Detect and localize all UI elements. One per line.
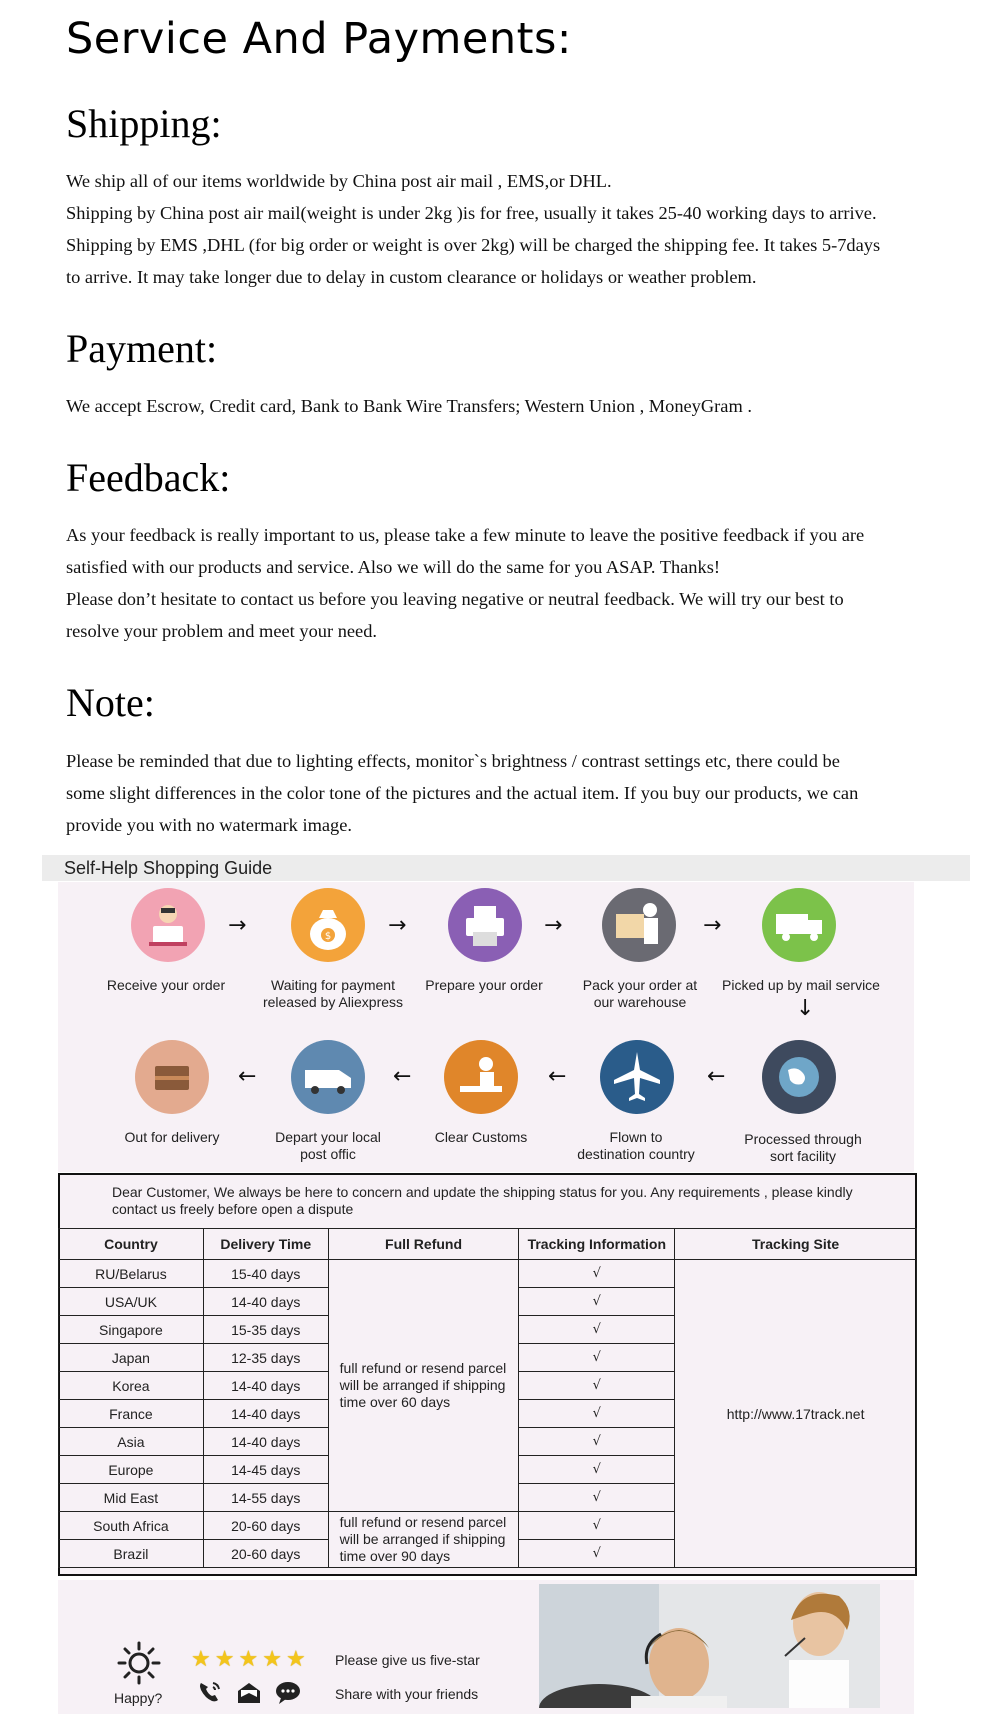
step-label: Processed through sort facility: [744, 1131, 862, 1164]
step-label: Pack your order at our warehouse: [582, 977, 698, 1010]
step-label: Flown to destination country: [577, 1129, 695, 1162]
feedback-text: As your feedback is really important to us, please take a few minute to leave the positive feedback if you are satisfied with our products and service. Also we will do the same for you ASAP. Thanks! Please don’t hesitate to contact us before you leaving negative or neutral feedback. We will try our best to resolve your problem and meet your need.: [66, 525, 865, 641]
star-icon: ★: [262, 1647, 282, 1672]
cashier-icon: [131, 888, 205, 962]
tracking-check: √: [519, 1344, 675, 1372]
customs-officer-icon: [444, 1040, 518, 1114]
note-heading: Note:: [66, 680, 155, 725]
country-cell: South Africa: [59, 1512, 204, 1540]
column-header: Country: [59, 1229, 204, 1260]
step-label: Out for delivery: [124, 1129, 220, 1145]
note-text: Please be reminded that due to lighting effects, monitor`s brightness / contrast settings etc, there could be some slight differences in the color tone of the pictures and the actual item. If you buy our products, we can provide you with no watermark image.: [66, 751, 859, 835]
truck-icon: [762, 888, 836, 962]
chat-icon[interactable]: [273, 1679, 303, 1710]
page-title: Service And Payments:: [66, 14, 572, 64]
globe-icon: [762, 1040, 836, 1114]
package-icon: [602, 888, 676, 962]
phone-icon[interactable]: [196, 1679, 224, 1710]
country-cell: Japan: [59, 1344, 204, 1372]
star-icon: ★: [214, 1647, 235, 1672]
arrow-down-icon: ↓: [796, 996, 815, 1021]
feedback-heading: Feedback:: [66, 455, 231, 500]
table-header-row: [59, 1229, 917, 1260]
five-star-rating[interactable]: [191, 1647, 306, 1672]
happy-label: Happy?: [114, 1690, 163, 1706]
tracking-check: √: [519, 1540, 675, 1568]
tracking-check: √: [519, 1288, 675, 1316]
delivery-time-cell: 14-40 days: [203, 1400, 328, 1428]
tracking-check: √: [519, 1400, 675, 1428]
svg-text:$: $: [324, 931, 332, 942]
tracking-check: √: [519, 1260, 675, 1288]
country-cell: Korea: [59, 1372, 204, 1400]
guide-title: Self-Help Shopping Guide: [64, 858, 273, 878]
delivery-time-cell: 14-45 days: [203, 1456, 328, 1484]
arrow-right-icon: →: [388, 913, 407, 938]
sun-icon: [116, 1640, 162, 1691]
delivery-time-cell: 14-40 days: [203, 1372, 328, 1400]
mail-icon[interactable]: [235, 1680, 263, 1711]
step-label: Depart your local post offic: [275, 1129, 381, 1162]
column-header: Full Refund: [328, 1229, 519, 1260]
van-icon: [291, 1040, 365, 1114]
tracking-check: √: [519, 1316, 675, 1344]
delivery-time-cell: 14-40 days: [203, 1428, 328, 1456]
star-icon: ★: [191, 1647, 211, 1672]
customer-notice: Dear Customer, We always be here to concern and update the shipping status for you. Any requirements , please kindly contact us freely before open a dispute: [112, 1184, 853, 1217]
arrow-left-icon: ←: [238, 1064, 257, 1089]
step-label: Picked up by mail service: [722, 977, 880, 993]
five-star-prompt: Please give us five-star: [335, 1652, 480, 1668]
delivery-time-cell: 15-40 days: [203, 1260, 328, 1288]
star-icon: ★: [238, 1647, 259, 1672]
parcel-icon: [135, 1040, 209, 1114]
refund-cell: full refund or resend parcel will be arranged if shipping time over 90 days: [328, 1512, 519, 1568]
payment-text: We accept Escrow, Credit card, Bank to Bank Wire Transfers; Western Union , MoneyGram .: [66, 396, 752, 416]
tracking-check: √: [519, 1484, 675, 1512]
money-bag-icon: [291, 888, 365, 962]
arrow-left-icon: ←: [707, 1064, 726, 1089]
country-cell: France: [59, 1400, 204, 1428]
column-header: Tracking Information: [519, 1229, 675, 1260]
airplane-icon: [600, 1040, 674, 1114]
tracking-check: √: [519, 1428, 675, 1456]
share-prompt: Share with your friends: [335, 1686, 479, 1702]
step-label: Waiting for payment released by Aliexpress: [262, 977, 404, 1010]
arrow-left-icon: ←: [393, 1064, 412, 1089]
printer-icon: [448, 888, 522, 962]
shipping-table: [58, 1228, 917, 1568]
table-row: [59, 1260, 917, 1288]
tracking-check: √: [519, 1512, 675, 1540]
payment-heading: Payment:: [66, 326, 218, 371]
country-cell: Mid East: [59, 1484, 204, 1512]
step-label: Receive your order: [106, 977, 226, 993]
arrow-right-icon: →: [544, 913, 563, 938]
arrow-left-icon: ←: [548, 1064, 567, 1089]
delivery-time-cell: 15-35 days: [203, 1316, 328, 1344]
tracking-check: √: [519, 1372, 675, 1400]
arrow-right-icon: →: [703, 913, 722, 938]
shipping-text: We ship all of our items worldwide by China post air mail , EMS,or DHL. Shipping by China post air mail(weight is under 2kg )is for free, usually it takes 25-40 working days to arrive. Shipping by EMS ,DHL (for big order or weight is over 2kg) will be charged the shipping fee. It takes 5-7days to arrive. It may take longer due to delay in custom clearance or holidays or weather problem.: [66, 171, 881, 287]
star-icon: ★: [285, 1647, 306, 1672]
step-label: Prepare your order: [425, 977, 543, 993]
tracking-check: √: [519, 1456, 675, 1484]
refund-cell: full refund or resend parcel will be arranged if shipping time over 60 days: [328, 1260, 519, 1512]
step-label: Clear Customs: [434, 1129, 528, 1145]
country-cell: USA/UK: [59, 1288, 204, 1316]
country-cell: Brazil: [59, 1540, 204, 1568]
shipping-heading: Shipping:: [66, 101, 222, 146]
column-header: Delivery Time: [203, 1229, 328, 1260]
tracking-site-link[interactable]: http://www.17track.net: [675, 1260, 917, 1568]
delivery-time-cell: 14-40 days: [203, 1288, 328, 1316]
country-cell: Europe: [59, 1456, 204, 1484]
delivery-time-cell: 14-55 days: [203, 1484, 328, 1512]
delivery-time-cell: 12-35 days: [203, 1344, 328, 1372]
country-cell: Singapore: [59, 1316, 204, 1344]
country-cell: RU/Belarus: [59, 1260, 204, 1288]
support-team-photo: [539, 1584, 880, 1708]
arrow-right-icon: →: [228, 913, 247, 938]
column-header: Tracking Site: [675, 1229, 917, 1260]
delivery-time-cell: 20-60 days: [203, 1540, 328, 1568]
country-cell: Asia: [59, 1428, 204, 1456]
delivery-time-cell: 20-60 days: [203, 1512, 328, 1540]
